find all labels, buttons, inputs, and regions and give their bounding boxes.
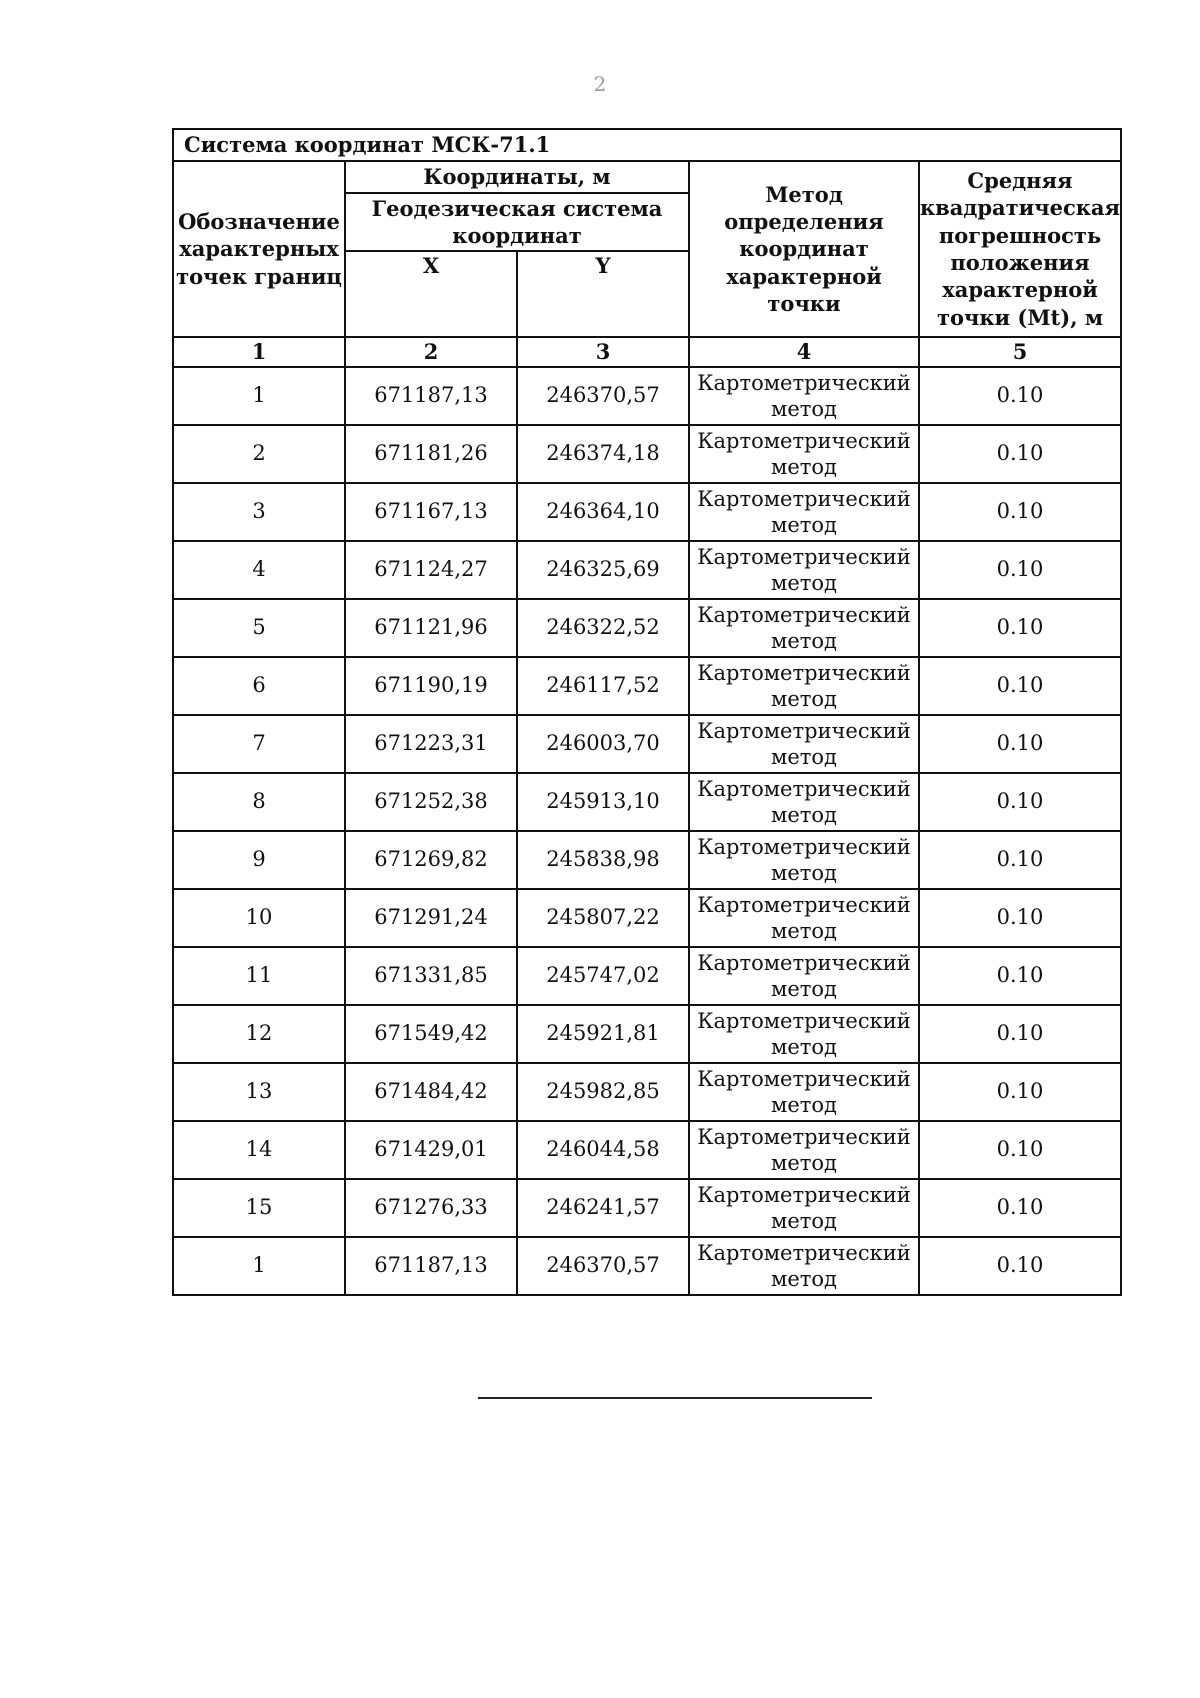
- method-cell: Картометрический метод: [689, 425, 919, 483]
- table-row: [173, 657, 1121, 715]
- column-number: 4: [689, 337, 919, 367]
- column-number: 5: [919, 337, 1121, 367]
- point-cell: 13: [173, 1063, 345, 1121]
- x-cell: 671223,31: [345, 715, 517, 773]
- error-cell: 0.10: [919, 947, 1121, 1005]
- error-cell: 0.10: [919, 773, 1121, 831]
- page-number: 2: [593, 72, 607, 96]
- error-cell: 0.10: [919, 425, 1121, 483]
- error-cell: 0.10: [919, 1179, 1121, 1237]
- method-cell: Картометрический метод: [689, 889, 919, 947]
- y-cell: 245807,22: [517, 889, 689, 947]
- footer-divider-line: [478, 1397, 872, 1399]
- table-row: [173, 1005, 1121, 1063]
- error-cell: 0.10: [919, 1237, 1121, 1295]
- header-row-1: [173, 161, 1121, 193]
- method-cell: Картометрический метод: [689, 773, 919, 831]
- x-cell: 671121,96: [345, 599, 517, 657]
- point-cell: 14: [173, 1121, 345, 1179]
- coordinate-system-title: Система координат МСК-71.1: [173, 129, 1121, 161]
- x-cell: 671269,82: [345, 831, 517, 889]
- table-row: [173, 1063, 1121, 1121]
- table-row: [173, 1237, 1121, 1295]
- header-coordinates: Координаты, м: [345, 161, 689, 193]
- point-cell: 8: [173, 773, 345, 831]
- header-geodetic-system: Геодезическая система координат: [345, 193, 689, 251]
- column-number-row: [173, 337, 1121, 367]
- method-cell: Картометрический метод: [689, 1179, 919, 1237]
- table-row: [173, 773, 1121, 831]
- point-cell: 3: [173, 483, 345, 541]
- y-cell: 246044,58: [517, 1121, 689, 1179]
- y-cell: 246322,52: [517, 599, 689, 657]
- error-cell: 0.10: [919, 367, 1121, 425]
- x-cell: 671167,13: [345, 483, 517, 541]
- point-cell: 1: [173, 367, 345, 425]
- header-y: Y: [517, 251, 689, 337]
- y-cell: 246370,57: [517, 367, 689, 425]
- point-cell: 15: [173, 1179, 345, 1237]
- y-cell: 245747,02: [517, 947, 689, 1005]
- x-cell: 671187,13: [345, 367, 517, 425]
- header-x: X: [345, 251, 517, 337]
- x-cell: 671190,19: [345, 657, 517, 715]
- method-cell: Картометрический метод: [689, 541, 919, 599]
- error-cell: 0.10: [919, 657, 1121, 715]
- x-cell: 671276,33: [345, 1179, 517, 1237]
- x-cell: 671549,42: [345, 1005, 517, 1063]
- x-cell: 671124,27: [345, 541, 517, 599]
- y-cell: 245982,85: [517, 1063, 689, 1121]
- table-row: [173, 1179, 1121, 1237]
- table-row: [173, 947, 1121, 1005]
- y-cell: 245921,81: [517, 1005, 689, 1063]
- table-row: [173, 541, 1121, 599]
- point-cell: 11: [173, 947, 345, 1005]
- x-cell: 671187,13: [345, 1237, 517, 1295]
- x-cell: 671181,26: [345, 425, 517, 483]
- point-cell: 1: [173, 1237, 345, 1295]
- method-cell: Картометрический метод: [689, 367, 919, 425]
- column-number: 3: [517, 337, 689, 367]
- table-row: [173, 483, 1121, 541]
- y-cell: 246325,69: [517, 541, 689, 599]
- error-cell: 0.10: [919, 715, 1121, 773]
- error-cell: 0.10: [919, 1063, 1121, 1121]
- x-cell: 671252,38: [345, 773, 517, 831]
- point-cell: 6: [173, 657, 345, 715]
- method-cell: Картометрический метод: [689, 657, 919, 715]
- method-cell: Картометрический метод: [689, 1005, 919, 1063]
- point-cell: 12: [173, 1005, 345, 1063]
- header-error: Средняя квадратическая погрешность положения характерной точки (Mt), м: [919, 161, 1121, 337]
- y-cell: 246117,52: [517, 657, 689, 715]
- table-title-row: [173, 129, 1121, 161]
- point-cell: 10: [173, 889, 345, 947]
- method-cell: Картометрический метод: [689, 715, 919, 773]
- y-cell: 246364,10: [517, 483, 689, 541]
- x-cell: 671291,24: [345, 889, 517, 947]
- error-cell: 0.10: [919, 1005, 1121, 1063]
- table-row: [173, 1121, 1121, 1179]
- table-row: [173, 599, 1121, 657]
- header-designation: Обозначение характерных точек границ: [173, 161, 345, 337]
- method-cell: Картометрический метод: [689, 483, 919, 541]
- point-cell: 5: [173, 599, 345, 657]
- y-cell: 246241,57: [517, 1179, 689, 1237]
- point-cell: 2: [173, 425, 345, 483]
- table-body: [173, 129, 1121, 1295]
- y-cell: 246370,57: [517, 1237, 689, 1295]
- x-cell: 671429,01: [345, 1121, 517, 1179]
- error-cell: 0.10: [919, 541, 1121, 599]
- point-cell: 7: [173, 715, 345, 773]
- table-row: [173, 425, 1121, 483]
- point-cell: 4: [173, 541, 345, 599]
- y-cell: 245913,10: [517, 773, 689, 831]
- error-cell: 0.10: [919, 483, 1121, 541]
- y-cell: 245838,98: [517, 831, 689, 889]
- method-cell: Картометрический метод: [689, 1063, 919, 1121]
- header-method: Метод определения координат характерной точки: [689, 161, 919, 337]
- x-cell: 671331,85: [345, 947, 517, 1005]
- method-cell: Картометрический метод: [689, 947, 919, 1005]
- column-number: 2: [345, 337, 517, 367]
- table-row: [173, 889, 1121, 947]
- column-number: 1: [173, 337, 345, 367]
- method-cell: Картометрический метод: [689, 831, 919, 889]
- error-cell: 0.10: [919, 599, 1121, 657]
- table-row: [173, 831, 1121, 889]
- error-cell: 0.10: [919, 831, 1121, 889]
- method-cell: Картометрический метод: [689, 1237, 919, 1295]
- coordinates-table: [172, 128, 1122, 1296]
- y-cell: 246374,18: [517, 425, 689, 483]
- y-cell: 246003,70: [517, 715, 689, 773]
- method-cell: Картометрический метод: [689, 1121, 919, 1179]
- table-row: [173, 715, 1121, 773]
- error-cell: 0.10: [919, 889, 1121, 947]
- point-cell: 9: [173, 831, 345, 889]
- table-row: [173, 367, 1121, 425]
- method-cell: Картометрический метод: [689, 599, 919, 657]
- x-cell: 671484,42: [345, 1063, 517, 1121]
- error-cell: 0.10: [919, 1121, 1121, 1179]
